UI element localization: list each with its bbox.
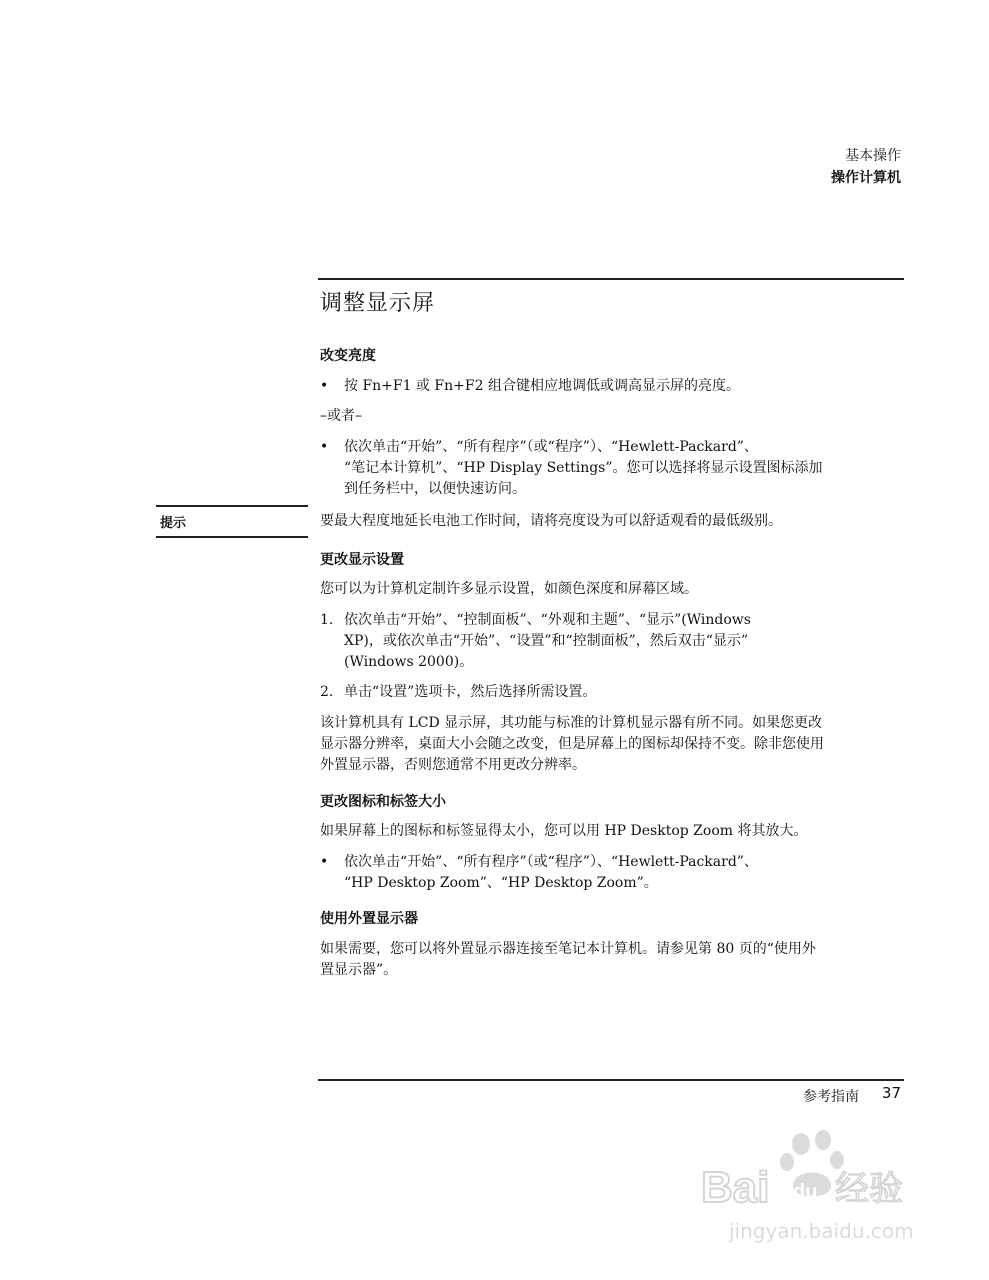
- bullet-mark: •: [320, 854, 329, 870]
- step-text-line1: 依次单击“开始”、“控制面板”、“外观和主题”、“显示”(Windows: [344, 612, 751, 628]
- watermark-cn: 经验: [835, 1169, 903, 1209]
- note-rule-bottom: [156, 536, 308, 538]
- external-line1: 如果需要，您可以将外置显示器连接至笔记本计算机。请参见第 80 页的“使用外: [320, 941, 816, 957]
- watermark-brand: Bai: [701, 1163, 770, 1212]
- running-header-section: 基本操作: [845, 148, 901, 164]
- watermark-url: jingyan.baidu.com: [729, 1219, 914, 1243]
- icon-size-intro: 如果屏幕上的图标和标签显得太小，您可以用 HP Desktop Zoom 将其放大。: [320, 823, 808, 839]
- bullet-text-line3: 到任务栏中，以便快速访问。: [344, 481, 526, 497]
- note-rule-top: [156, 505, 308, 507]
- bullet-mark: •: [320, 378, 329, 394]
- footer-guide-title: 参考指南: [803, 1089, 859, 1105]
- step-number: 2.: [320, 684, 334, 700]
- page-number: 37: [881, 1084, 901, 1102]
- footer-rule: [318, 1079, 904, 1081]
- bullet-mark: •: [320, 439, 329, 455]
- heading-icon-size: 更改图标和标签大小: [320, 794, 446, 810]
- note-text: 要最大程度地延长电池工作时间，请将亮度设为可以舒适观看的最低级别。: [320, 513, 782, 529]
- step-text-line2: XP)，或依次单击“开始”、“设置”和“控制面板”，然后双击“显示”: [344, 633, 749, 649]
- bullet-icon-size: [320, 852, 905, 894]
- lcd-line1: 该计算机具有 LCD 显示屏，其功能与标准的计算机显示器有所不同。如果您更改: [320, 715, 823, 731]
- baidu-watermark: [689, 1130, 929, 1250]
- bullet-text-line1: 依次单击“开始”、“所有程序”（或“程序”）、“Hewlett-Packard”、: [344, 439, 758, 455]
- external-line2: 置显示器”。: [320, 962, 398, 978]
- external-display-paragraph: [320, 939, 905, 981]
- step-text-line3: (Windows 2000)。: [344, 654, 474, 670]
- heading-display-settings: 更改显示设置: [320, 552, 404, 568]
- heading-external-display: 使用外置显示器: [320, 911, 418, 927]
- lcd-paragraph: [320, 713, 905, 776]
- paw-icon: [689, 1130, 929, 1250]
- running-header-chapter: 操作计算机: [831, 170, 901, 186]
- bullet-text-line1: 依次单击“开始”、“所有程序”（或“程序”）、“Hewlett-Packard”、: [344, 854, 758, 870]
- step-2: [320, 682, 905, 703]
- display-settings-intro: 您可以为计算机定制许多显示设置，如颜色深度和屏幕区域。: [320, 581, 698, 597]
- or-separator: –或者–: [320, 408, 362, 424]
- step-text: 单击“设置”选项卡，然后选择所需设置。: [344, 684, 597, 700]
- bullet-text-line2: “笔记本计算机”、“HP Display Settings”。您可以选择将显示设置图标添加: [344, 460, 823, 476]
- page-title: 调整显示屏: [320, 291, 436, 316]
- heading-brightness: 改变亮度: [320, 348, 376, 364]
- bullet-brightness-2: [320, 437, 905, 500]
- bullet-text-line2: “HP Desktop Zoom”、“HP Desktop Zoom”。: [344, 875, 658, 891]
- title-rule: [318, 278, 904, 280]
- note-label: 提示: [160, 516, 187, 531]
- watermark-brand2: du: [793, 1181, 818, 1203]
- step-number: 1.: [320, 612, 334, 628]
- bullet-text: 按 Fn+F1 或 Fn+F2 组合键相应地调低或调高显示屏的亮度。: [344, 378, 740, 394]
- lcd-line3: 外置显示器，否则您通常不用更改分辨率。: [320, 757, 586, 773]
- bullet-brightness-1: [320, 376, 905, 397]
- lcd-line2: 显示器分辨率，桌面大小会随之改变，但是屏幕上的图标却保持不变。除非您使用: [320, 736, 824, 752]
- step-1: [320, 610, 905, 673]
